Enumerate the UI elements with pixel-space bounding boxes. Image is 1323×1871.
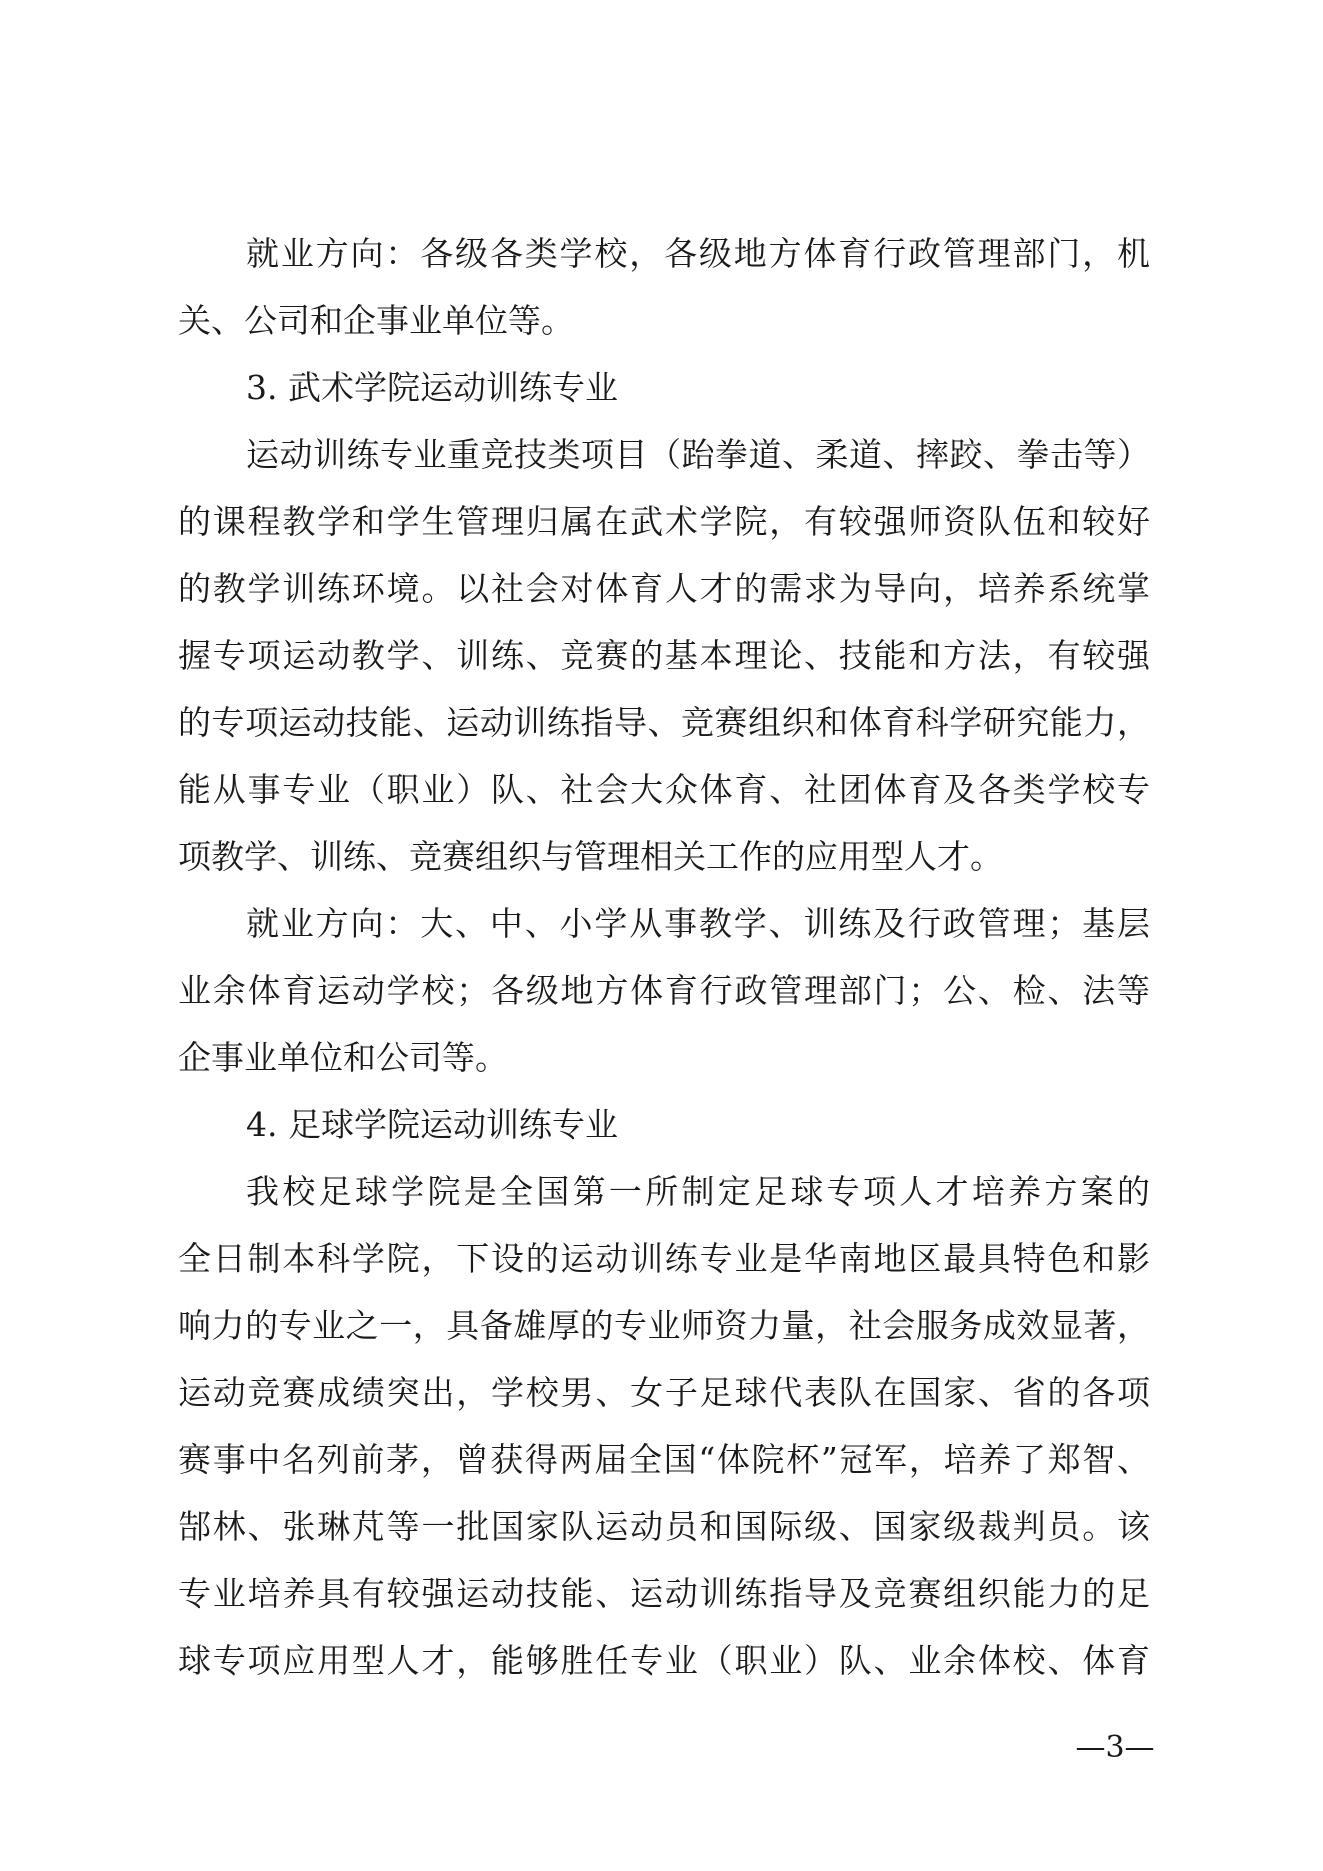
paragraph-wushu-line-1: 运动训练专业重竞技类项目（跆拳道、柔道、摔跤、拳击等） — [246, 435, 1150, 474]
paragraph-wushu-line-3: 的教学训练环境。以社会对体育人才的需求为导向，培养系统掌 — [178, 569, 1150, 608]
section-heading-football: 4. 足球学院运动训练专业 — [246, 1105, 618, 1144]
paragraph-football-line-1: 我校足球学院是全国第一所制定足球专项人才培养方案的 — [246, 1172, 1150, 1211]
paragraph-football-line-2: 全日制本科学院，下设的运动训练专业是华南地区最具特色和影 — [178, 1239, 1150, 1278]
paragraph-wushu-line-5: 的专项运动技能、运动训练指导、竞赛组织和体育科学研究能力， — [178, 703, 1150, 742]
paragraph-wushu-line-6: 能从事专业（职业）队、社会大众体育、社团体育及各类学校专 — [178, 770, 1150, 809]
paragraph-football-line-6: 郜林、张琳芃等一批国家队运动员和国际级、国家级裁判员。该 — [178, 1507, 1150, 1546]
section-heading-wushu: 3. 武术学院运动训练专业 — [246, 368, 618, 407]
page-number: —3— — [1075, 1730, 1155, 1765]
paragraph-football-line-4: 运动竞赛成绩突出，学校男、女子足球代表队在国家、省的各项 — [178, 1373, 1150, 1412]
paragraph-employment-1-line-2: 关、公司和企事业单位等。 — [178, 301, 574, 340]
paragraph-football-line-7: 专业培养具有较强运动技能、运动训练指导及竞赛组织能力的足 — [178, 1574, 1150, 1613]
paragraph-employment-2-line-1: 就业方向：大、中、小学从事教学、训练及行政管理；基层 — [246, 904, 1150, 943]
paragraph-wushu-line-4: 握专项运动教学、训练、竞赛的基本理论、技能和方法，有较强 — [178, 636, 1150, 675]
paragraph-football-line-5: 赛事中名列前茅，曾获得两届全国“体院杯”冠军，培养了郑智、 — [178, 1440, 1150, 1479]
paragraph-football-line-3: 响力的专业之一，具备雄厚的专业师资力量，社会服务成效显著， — [178, 1306, 1150, 1345]
paragraph-employment-2-line-2: 业余体育运动学校；各级地方体育行政管理部门；公、检、法等 — [178, 971, 1150, 1010]
paragraph-employment-2-line-3: 企事业单位和公司等。 — [178, 1038, 508, 1077]
paragraph-wushu-line-2: 的课程教学和学生管理归属在武术学院，有较强师资队伍和较好 — [178, 502, 1150, 541]
paragraph-employment-1-line-1: 就业方向：各级各类学校，各级地方体育行政管理部门，机 — [246, 234, 1150, 273]
paragraph-football-line-8: 球专项应用型人才，能够胜任专业（职业）队、业余体校、体育 — [178, 1641, 1150, 1680]
paragraph-wushu-line-7: 项教学、训练、竞赛组织与管理相关工作的应用型人才。 — [178, 837, 1003, 876]
